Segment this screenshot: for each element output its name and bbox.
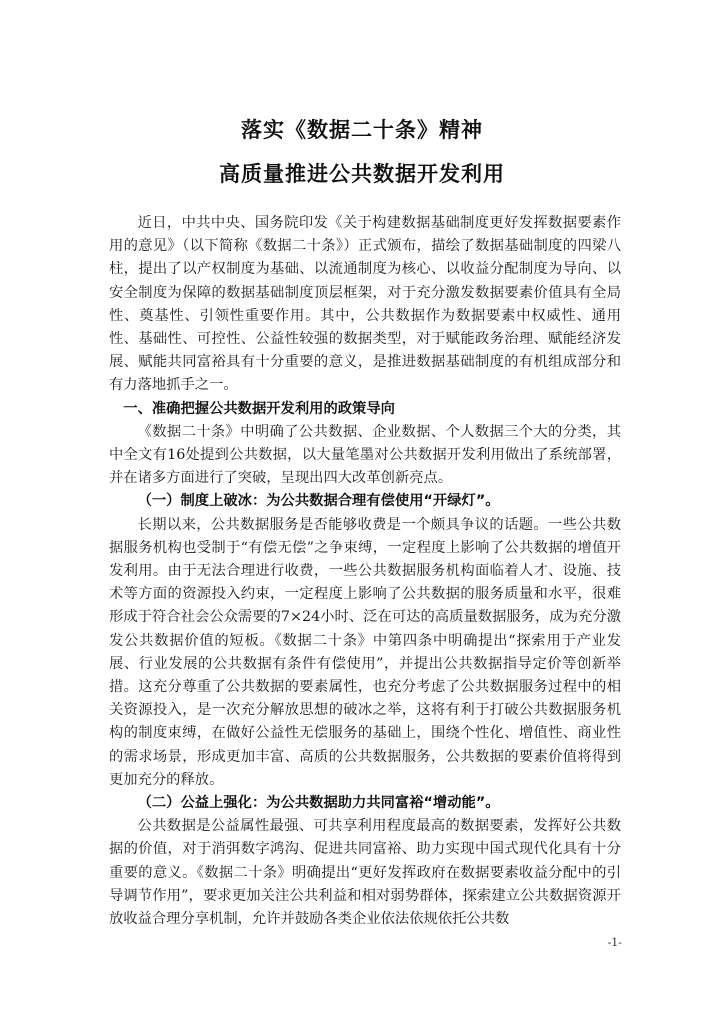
section-heading-1: 一、准确把握公共数据开发利用的政策导向 [123,400,395,417]
document-title-line2: 高质量推进公共数据开发利用 [219,162,505,186]
paragraph-subsection-1: 长期以来，公共数据服务是否能够收费是一个颇具争议的话题。一些公共数据服务机构也受制于“有偿无偿”之争束缚，一定程度上影响了公共数据的增值开发利用。由于无法合理进行收费，一些公共数据服务机构面临着人才、设施、技术等方面的资源投入约束，一定程度上影响了公共数据的服务质量和水平，很难形成于符合社会公众需要的7×24小时、泛在可达的高质量数据服务，成为充分激发公共数据价值的短板。《数据二十条》中第四条中明确提出“探索用于产业发展、行业发展的公共数据有条件有偿使用”，并提出公共数据指导定价等创新举措。这充分尊重了公共数据的要素属性，也充分考虑了公共数据服务过程中的相关资源投入，是一次充分解放思想的破冰之举，这将有利于打破公共数据服务机构的制度束缚，在做好公益性无偿服务的基础上，围绕个性化、增值性、商业性的需求场景，形成更加丰富、高质的公共数据服务，公共数据的要素价值将得到更加充分的释放。 [109,516,621,788]
subsection-heading-2: （二）公益上强化：为公共数据助力共同富裕“增动能”。 [137,795,500,812]
document-body [109,212,621,931]
subsection-heading-1: （一）制度上破冰：为公共数据合理有偿使用“开绿灯”。 [137,493,500,510]
page-number: -1- [607,936,622,949]
paragraph-intro: 近日，中共中央、国务院印发《关于构建数据基础制度更好发挥数据要素作用的意见》（以下简称《数据二十条》）正式颁布，描绘了数据基础制度的四梁八柱，提出了以产权制度为基础、以流通制度为核心、以收益分配制度为导向、以安全制度为保障的数据基础制度顶层框架，对于充分激发数据要素价值具有全局性、奠基性、引领性重要作用。其中，公共数据作为数据要素中权威性、通用性、基础性、可控性、公益性较强的数据类型，对于赋能政务治理、赋能经济发展、赋能共同富裕具有十分重要的意义，是推进数据基础制度的有机组成部分和有力落地抓手之一。 [109,215,621,394]
paragraph-subsection-2: 公共数据是公益属性最强、可共享利用程度最高的数据要素，发挥好公共数据的价值，对于消弭数字鸿沟、促进共同富裕、助力实现中国式现代化具有十分重要的意义。《数据二十条》明确提出“更好发挥政府在数据要素收益分配中的引导调节作用”，要求更加关注公共利益和相对弱势群体，探索建立公共数据资源开放收益合理分享机制，允许并鼓励各类企业依法依规依托公共数 [109,818,621,928]
document-title-line1: 落实《数据二十条》精神 [241,118,483,142]
paragraph-section-1-intro: 《数据二十条》中明确了公共数据、企业数据、个人数据三个大的分类，其中全文有16处提到公共数据，以大量笔墨对公共数据开发利用做出了系统部署，并在诸多方面进行了突破，呈现出四大改革创新亮点。 [109,423,621,487]
